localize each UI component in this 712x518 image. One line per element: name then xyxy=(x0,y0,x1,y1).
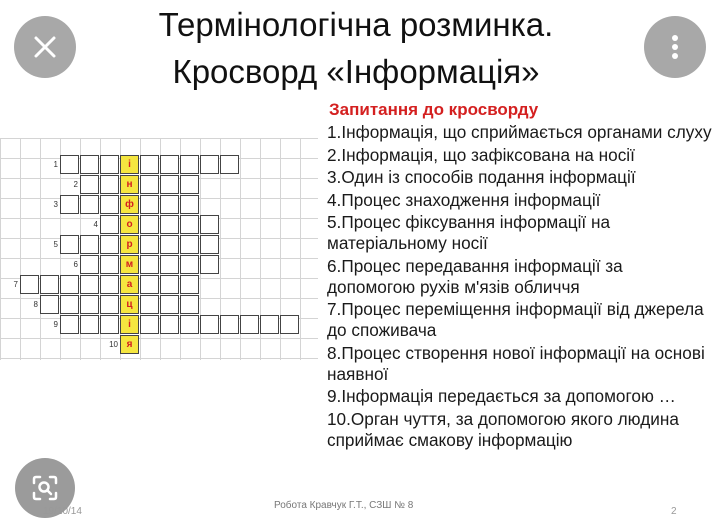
crossword-cell xyxy=(60,235,79,254)
crossword-row-number: 5 xyxy=(53,240,58,249)
question-item: 1.Інформація, що сприймається органами слуху xyxy=(327,122,712,142)
crossword-cell xyxy=(140,195,159,214)
crossword-cell xyxy=(100,295,119,314)
crossword-cell xyxy=(140,295,159,314)
crossword-cell xyxy=(180,235,199,254)
crossword-key-letter: а xyxy=(126,279,133,290)
crossword-cell xyxy=(180,315,199,334)
crossword-cell xyxy=(100,175,119,194)
crossword-cell xyxy=(140,315,159,334)
crossword-cell xyxy=(80,235,99,254)
crossword-cell xyxy=(160,155,179,174)
crossword-row-number: 10 xyxy=(109,340,118,349)
question-item: 9.Інформація передається за допомогою … xyxy=(327,386,676,406)
crossword-cell xyxy=(100,155,119,174)
question-item: 7.Процес переміщення інформації від джерела до споживача xyxy=(327,299,704,340)
crossword-cell xyxy=(80,195,99,214)
crossword-cell xyxy=(60,275,79,294)
close-button[interactable] xyxy=(14,16,76,78)
crossword-key-letter: ф xyxy=(125,199,134,210)
lens-search-icon xyxy=(31,474,59,502)
crossword-cell xyxy=(180,295,199,314)
crossword-cell xyxy=(160,255,179,274)
crossword-cell xyxy=(160,215,179,234)
crossword-key-letter: і xyxy=(128,319,131,330)
crossword-cell xyxy=(220,315,239,334)
crossword-cell xyxy=(240,315,259,334)
slide-author: Робота Кравчук Г.Т., СЗШ № 8 xyxy=(274,500,414,511)
crossword-row-number: 4 xyxy=(93,220,98,229)
close-icon xyxy=(32,34,58,60)
crossword-cell xyxy=(200,215,219,234)
crossword-cell xyxy=(100,315,119,334)
crossword-cell xyxy=(160,175,179,194)
crossword-cell xyxy=(40,275,59,294)
crossword-cell xyxy=(160,295,179,314)
crossword-key-letter: р xyxy=(126,239,133,250)
crossword-cell xyxy=(60,195,79,214)
crossword-cell xyxy=(260,315,279,334)
crossword-cell xyxy=(60,315,79,334)
slide-page-number: 2 xyxy=(671,506,677,517)
crossword-cell xyxy=(80,275,99,294)
questions-header: Запитання до кросворду xyxy=(329,100,539,119)
crossword-cell xyxy=(40,295,59,314)
crossword-cell xyxy=(180,215,199,234)
crossword-cell xyxy=(80,295,99,314)
slide-date: 19/10/14 xyxy=(43,506,82,517)
crossword-cell xyxy=(100,235,119,254)
crossword-key-letter: н xyxy=(126,179,133,190)
crossword-row-number: 9 xyxy=(53,320,58,329)
crossword-key-letter: о xyxy=(126,219,133,230)
question-item: 3.Один із способів подання інформації xyxy=(327,167,636,187)
question-item: 5.Процес фіксування інформації на матеріальному носії xyxy=(327,212,611,253)
crossword-cell xyxy=(140,155,159,174)
crossword-cell xyxy=(140,255,159,274)
more-options-button[interactable] xyxy=(644,16,706,78)
slide-title-line1: Термінологічна розминка. xyxy=(158,6,554,43)
crossword-cell xyxy=(140,235,159,254)
crossword-cell xyxy=(160,195,179,214)
crossword-cell xyxy=(180,195,199,214)
crossword-cell xyxy=(60,155,79,174)
crossword-cell xyxy=(200,315,219,334)
crossword-cell xyxy=(140,175,159,194)
crossword-cell xyxy=(180,275,199,294)
crossword-row-number: 6 xyxy=(73,260,78,269)
crossword-row-number: 7 xyxy=(13,280,18,289)
crossword-cell xyxy=(140,275,159,294)
question-item: 2.Інформація, що зафіксована на носії xyxy=(327,144,635,165)
crossword-cell xyxy=(200,235,219,254)
questions-list xyxy=(327,122,712,452)
crossword-cell xyxy=(180,255,199,274)
crossword-cell xyxy=(180,175,199,194)
crossword-key-letter: я xyxy=(126,339,133,350)
crossword-cell xyxy=(200,155,219,174)
slide-title-line2: Кросворд «Інформація» xyxy=(172,53,540,90)
crossword-cell xyxy=(160,315,179,334)
crossword-row-number: 8 xyxy=(33,300,38,309)
crossword-grid xyxy=(0,138,318,360)
crossword-cell xyxy=(100,275,119,294)
crossword-cell xyxy=(80,255,99,274)
more-vertical-icon xyxy=(670,33,680,61)
crossword-cell xyxy=(180,155,199,174)
crossword-row-number: 1 xyxy=(53,160,58,169)
crossword-cell xyxy=(200,255,219,274)
crossword-cell xyxy=(100,255,119,274)
question-item: 6.Процес передавання інформації за допомогою рухів м'язів обличчя xyxy=(327,255,623,297)
crossword-cell xyxy=(220,155,239,174)
crossword-cell xyxy=(100,195,119,214)
crossword-row-number: 3 xyxy=(53,200,58,209)
question-item: 10.Орган чуття, за допомогою якого людина сприймає смакову інформацію xyxy=(327,408,679,450)
crossword-row-number: 2 xyxy=(73,180,78,189)
crossword-cell xyxy=(80,175,99,194)
question-item: 8.Процес створення нової інформації на основі наявної xyxy=(327,342,705,384)
crossword-cell xyxy=(20,275,39,294)
crossword-key-letter: м xyxy=(125,259,134,270)
crossword-cell xyxy=(80,315,99,334)
crossword-cell xyxy=(100,215,119,234)
question-item: 4.Процес знаходження інформації xyxy=(327,189,601,210)
crossword-cell xyxy=(160,275,179,294)
crossword-cell xyxy=(160,235,179,254)
crossword-cell xyxy=(280,315,299,334)
crossword-cell xyxy=(80,155,99,174)
crossword-key-letter: ц xyxy=(126,299,133,310)
crossword-cell xyxy=(140,215,159,234)
crossword-cell xyxy=(60,295,79,314)
crossword-key-letter: і xyxy=(128,159,131,170)
